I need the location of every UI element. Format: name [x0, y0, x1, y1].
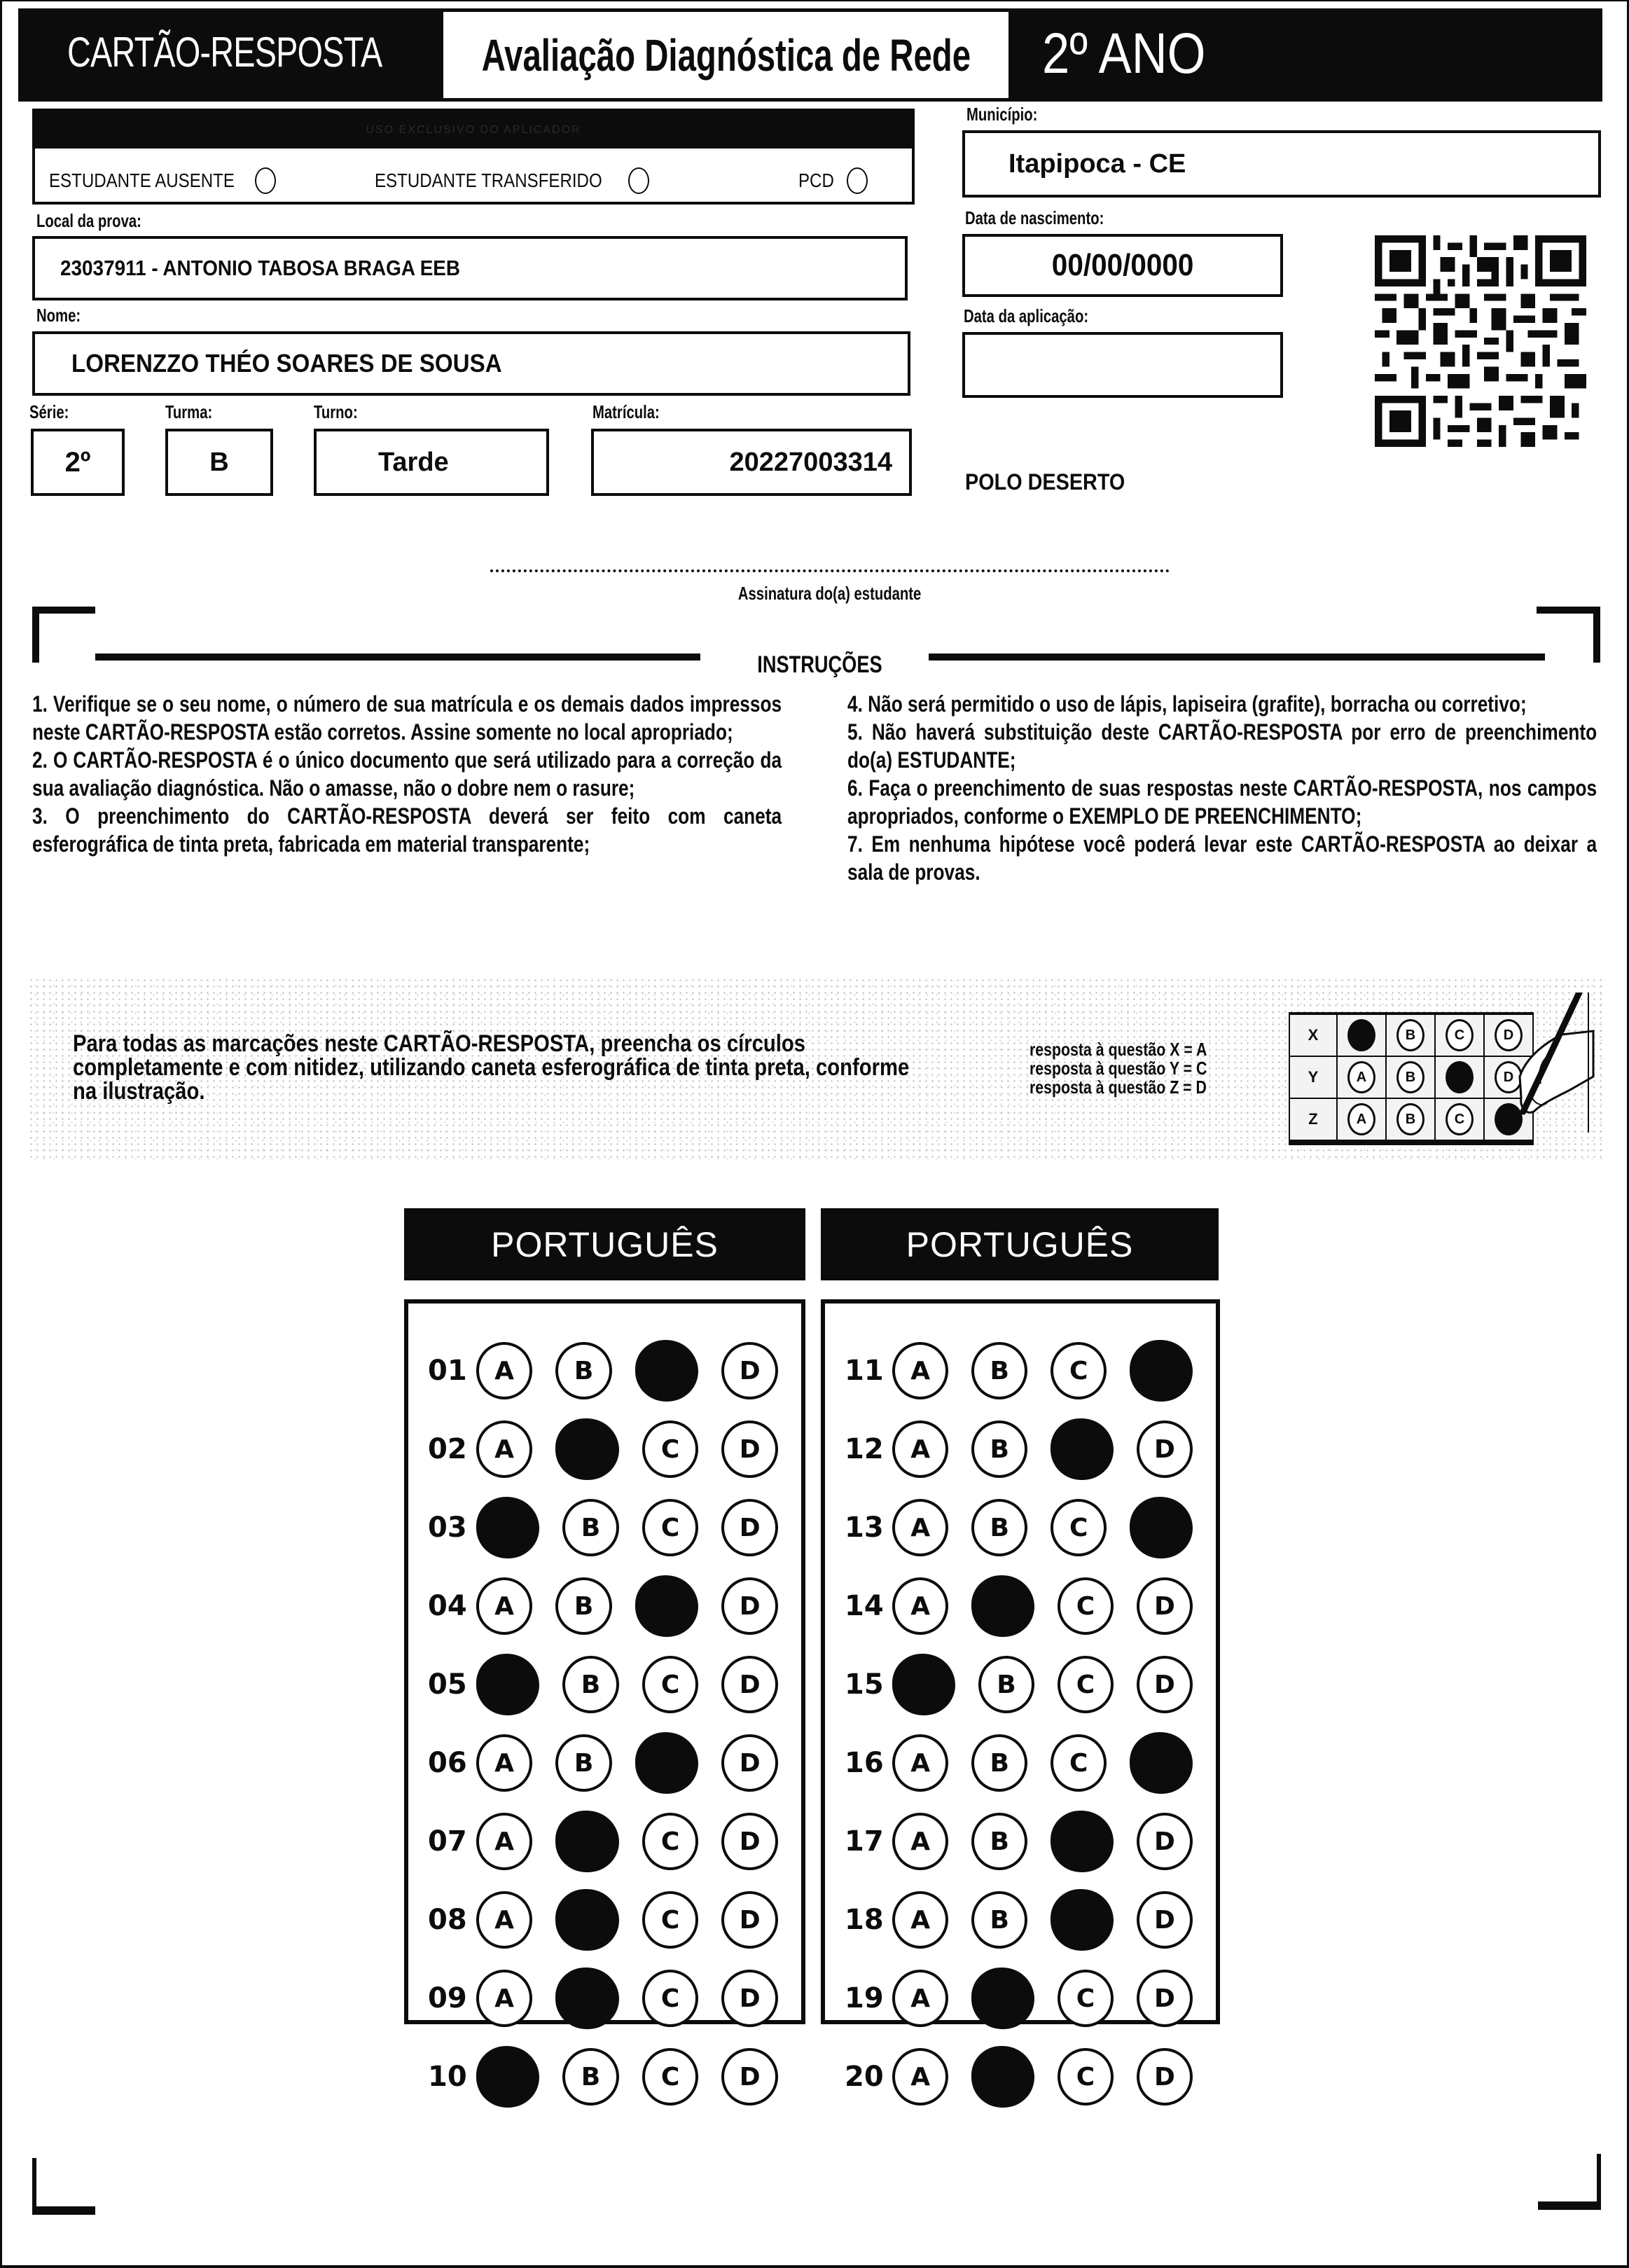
example-row-label: Y [1289, 1057, 1338, 1099]
corner-mark-bottom-left [32, 2206, 95, 2215]
answer-bubble[interactable]: B [971, 1342, 1027, 1399]
answer-bubble[interactable]: D [721, 1891, 778, 1949]
question-row [825, 1488, 1216, 1567]
answer-bubble[interactable]: A [892, 1813, 948, 1870]
instructions-title [735, 651, 903, 679]
legend-y: resposta à questão Y = C [1030, 1058, 1207, 1079]
question-row [408, 1567, 801, 1645]
question-row [825, 1332, 1216, 1410]
fill-instructions [73, 1032, 1053, 1103]
option-absent[interactable] [49, 167, 276, 194]
signature-label-text: Assinatura do(a) estudante [738, 583, 922, 604]
answer-bubble[interactable]: D [721, 1577, 778, 1635]
instructions-title-text: INSTRUÇÕES [756, 651, 882, 678]
turma-value: B [209, 447, 229, 477]
option-transferred-label: ESTUDANTE TRANSFERIDO [375, 170, 602, 191]
answer-bubble[interactable]: B [555, 1342, 612, 1399]
turno-label-text: Turno: [314, 401, 358, 422]
answer-bubble-filled[interactable] [971, 1575, 1034, 1637]
answer-bubble-filled[interactable] [1130, 1732, 1193, 1794]
signature-line[interactable] [490, 569, 1170, 572]
local-field [32, 236, 908, 300]
answer-bubble[interactable]: D [1137, 1970, 1193, 2027]
aplicacao-label [964, 305, 1123, 327]
answer-bubble[interactable]: D [1137, 1656, 1193, 1713]
answer-bubble[interactable]: D [721, 1420, 778, 1478]
nome-field [32, 331, 910, 396]
instructions-right [847, 690, 1597, 886]
answer-bubble-filled[interactable] [971, 1968, 1034, 2029]
question-row [408, 1488, 801, 1567]
turno-label [314, 401, 370, 423]
municipio-label-text: Município: [966, 104, 1038, 125]
serie-value: 2º [64, 446, 91, 478]
serie-label-text: Série: [29, 401, 69, 422]
instructions-rule-right [929, 654, 1545, 661]
turma-label-text: Turma: [165, 401, 213, 422]
answer-bubble-filled[interactable] [1051, 1418, 1114, 1480]
answer-bubble[interactable]: B [555, 1734, 612, 1792]
answer-bubble-filled[interactable] [892, 1654, 955, 1715]
qr-code-icon [1371, 235, 1590, 447]
subject-header-right-text: PORTUGUÊS [906, 1224, 1134, 1264]
answer-bubble[interactable]: B [562, 1656, 619, 1713]
card-title [67, 28, 471, 76]
answer-bubble[interactable]: D [721, 1656, 778, 1713]
local-label-text: Local da prova: [36, 210, 141, 231]
example-grid [1289, 1012, 1534, 1145]
hand-with-pen-icon [1506, 993, 1597, 1133]
example-bubble: B [1396, 1019, 1424, 1051]
answer-bubble[interactable]: C [1058, 1656, 1114, 1713]
question-number: 13 [845, 1512, 884, 1544]
question-number: 18 [845, 1904, 884, 1936]
answer-bubble-filled[interactable] [476, 1654, 539, 1715]
question-row [825, 1724, 1216, 1802]
example-bubble: B [1396, 1061, 1424, 1093]
answer-bubble[interactable]: A [892, 2048, 948, 2105]
answer-bubble[interactable]: C [642, 1499, 699, 1556]
fill-example-band [28, 977, 1604, 1159]
nascimento-field [962, 234, 1283, 297]
turma-label [165, 401, 226, 423]
fill-instructions-text: Para todas as marcações neste CARTÃO-RESPOSTA, preencha os círculos completamente e com nitidez, utilizando caneta esferográfica de tinta preta, conforme na ilustração. [73, 1030, 910, 1105]
question-row [825, 1567, 1216, 1645]
answer-bubble[interactable]: B [562, 2048, 619, 2105]
example-bubble-filled [1446, 1061, 1474, 1093]
answer-bubble[interactable]: A [476, 1342, 533, 1399]
nascimento-value: 00/00/0000 [1051, 248, 1194, 282]
question-row [408, 1881, 801, 1959]
answer-bubble[interactable]: A [892, 1970, 948, 2027]
question-row [408, 1802, 801, 1881]
serie-field [31, 429, 125, 496]
answer-bubble[interactable]: A [476, 1813, 533, 1870]
instruction-1: 1. Verifique se o seu nome, o número de sua matrícula e os demais dados impressos neste CARTÃO-RESPOSTA estão corretos. Assine somente no local apropriado; [32, 691, 782, 745]
example-bubble: A [1347, 1103, 1375, 1135]
example-bubble: A [1347, 1061, 1375, 1093]
matricula-field [591, 429, 912, 496]
question-row [825, 1881, 1216, 1959]
question-row [408, 1645, 801, 1724]
answer-bubble[interactable]: B [971, 1813, 1027, 1870]
question-number: 06 [428, 1747, 467, 1779]
nome-value: LORENZZO THÉO SOARES DE SOUSA [71, 349, 502, 378]
subject-header-right [821, 1208, 1219, 1280]
municipio-field [962, 130, 1601, 198]
instructions-rule-left [95, 654, 700, 661]
answer-bubble[interactable]: D [721, 1499, 778, 1556]
answer-bubble[interactable]: D [1137, 1891, 1193, 1949]
turma-field [165, 429, 273, 496]
answer-bubble[interactable]: C [1051, 1499, 1107, 1556]
turno-field [314, 429, 549, 496]
question-row [408, 1959, 801, 2038]
exam-title: Avaliação Diagnóstica de Rede [481, 29, 971, 81]
answer-bubble[interactable]: C [642, 2048, 699, 2105]
answer-bubble[interactable]: C [642, 1891, 699, 1949]
matricula-label-text: Matrícula: [592, 401, 660, 422]
corner-mark-bottom-right [1538, 2201, 1601, 2210]
answer-bubble[interactable]: D [721, 1970, 778, 2027]
question-number: 14 [845, 1590, 884, 1622]
answer-bubble[interactable]: B [562, 1499, 619, 1556]
question-number: 17 [845, 1825, 884, 1858]
answer-panel-left [404, 1299, 805, 2093]
answer-bubble-filled[interactable] [555, 1968, 618, 2029]
signature-label [595, 583, 1065, 604]
question-number: 11 [845, 1355, 884, 1387]
nascimento-label-text: Data de nascimento: [965, 207, 1104, 228]
question-row [408, 1410, 801, 1488]
radio-absent[interactable] [255, 167, 276, 194]
legend-x: resposta à questão X = A [1030, 1039, 1207, 1060]
answer-bubble[interactable]: B [971, 1734, 1027, 1792]
answer-bubble[interactable]: C [1058, 1970, 1114, 2027]
answer-bubble[interactable]: D [1137, 1813, 1193, 1870]
answer-bubble[interactable]: A [892, 1891, 948, 1949]
question-number: 01 [428, 1355, 467, 1387]
nascimento-label [965, 207, 1143, 229]
answer-bubble[interactable]: A [476, 1420, 533, 1478]
question-number: 07 [428, 1825, 467, 1858]
answer-bubble[interactable]: C [642, 1656, 699, 1713]
radio-transferred[interactable] [628, 167, 649, 194]
answer-bubble[interactable]: C [642, 1420, 699, 1478]
answer-bubble-filled[interactable] [971, 2046, 1034, 2108]
answer-bubble[interactable]: A [892, 1577, 948, 1635]
answer-bubble[interactable]: B [978, 1656, 1034, 1713]
question-number: 15 [845, 1668, 884, 1701]
applicator-box [32, 109, 915, 205]
answer-bubble-filled[interactable] [1051, 1889, 1114, 1951]
question-row [825, 2038, 1216, 2116]
answer-bubble-filled[interactable] [555, 1889, 618, 1951]
answer-bubble-filled[interactable] [1051, 1811, 1114, 1872]
question-number: 10 [428, 2061, 467, 2093]
grade-title [1042, 21, 1233, 87]
question-number: 04 [428, 1590, 467, 1622]
answer-bubble-filled[interactable] [555, 1811, 618, 1872]
instruction-5: 5. Não haverá substituição deste CARTÃO-RESPOSTA por erro de preenchimento do(a) ESTUDANTE; [847, 719, 1597, 773]
example-legend [1030, 1040, 1246, 1097]
serie-label [29, 401, 80, 423]
question-row [825, 1410, 1216, 1488]
answer-bubble[interactable]: B [971, 1420, 1027, 1478]
example-bubble-filled [1347, 1019, 1375, 1051]
local-label [36, 210, 171, 232]
answer-bubble-filled[interactable] [635, 1575, 698, 1637]
answer-bubble-filled[interactable] [555, 1418, 618, 1480]
exam-title-box [443, 12, 1008, 98]
local-value: 23037911 - ANTONIO TABOSA BRAGA EEB [60, 256, 461, 280]
question-number: 20 [845, 2061, 884, 2093]
instruction-4: 4. Não será permitido o uso de lápis, lapiseira (grafite), borracha ou corretivo; [847, 691, 1527, 717]
answer-bubble[interactable]: A [476, 1577, 533, 1635]
instruction-3: 3. O preenchimento do CARTÃO-RESPOSTA deverá ser feito com caneta esferográfica de tinta preta, fabricada em material transparente; [32, 803, 782, 857]
example-bubble: D [1495, 1061, 1523, 1093]
answer-bubble[interactable]: D [1137, 1420, 1193, 1478]
answer-bubble[interactable]: B [971, 1499, 1027, 1556]
answer-bubble-filled[interactable] [635, 1732, 698, 1794]
answer-bubble[interactable]: B [971, 1891, 1027, 1949]
answer-bubble[interactable]: C [1051, 1342, 1107, 1399]
instructions-left [32, 690, 782, 858]
nome-label-text: Nome: [36, 305, 81, 326]
option-pcd-label: PCD [798, 170, 834, 191]
answer-bubble[interactable]: D [721, 1342, 778, 1399]
example-bubble: C [1446, 1103, 1474, 1135]
answer-bubble-filled[interactable] [476, 1497, 539, 1558]
answer-bubble[interactable]: D [1137, 1577, 1193, 1635]
answer-bubble[interactable]: D [721, 2048, 778, 2105]
municipio-value: Itapipoca - CE [1008, 148, 1186, 179]
answer-bubble[interactable]: B [555, 1577, 612, 1635]
answer-bubble[interactable]: A [476, 1970, 533, 2027]
answer-bubble-filled[interactable] [1130, 1340, 1193, 1402]
answer-bubble-filled[interactable] [476, 2046, 539, 2108]
answer-bubble[interactable]: D [1137, 2048, 1193, 2105]
instruction-7: 7. Em nenhuma hipótese você poderá levar este CARTÃO-RESPOSTA ao deixar a sala de provas. [847, 831, 1597, 885]
question-row [408, 2038, 801, 2116]
corner-mark-top-left [32, 607, 95, 614]
answer-bubble[interactable]: A [892, 1499, 948, 1556]
question-row [408, 1332, 801, 1410]
corner-mark-top-left-v [32, 607, 39, 663]
answer-panel-right [821, 1299, 1220, 2093]
answer-bubble[interactable]: A [476, 1734, 533, 1792]
question-row [825, 1645, 1216, 1724]
answer-bubble[interactable]: C [1058, 2048, 1114, 2105]
radio-pcd[interactable] [847, 167, 868, 194]
polo-text: POLO DESERTO [965, 469, 1125, 495]
header-bar [18, 8, 1602, 102]
card-title-text: CARTÃO-RESPOSTA [67, 29, 382, 76]
question-number: 08 [428, 1904, 467, 1936]
corner-mark-bottom-left-v [32, 2158, 36, 2214]
question-number: 19 [845, 1982, 884, 2014]
answer-bubble[interactable]: C [642, 1970, 699, 2027]
example-bubble: B [1396, 1103, 1424, 1135]
example-row-label: Z [1289, 1099, 1338, 1141]
answer-bubble[interactable]: C [1058, 1577, 1114, 1635]
aplicacao-label-text: Data da aplicação: [964, 305, 1089, 326]
question-number: 12 [845, 1433, 884, 1465]
answer-bubble[interactable]: C [1051, 1734, 1107, 1792]
answer-bubble[interactable]: D [721, 1734, 778, 1792]
aplicacao-field [962, 332, 1283, 398]
answer-bubble[interactable]: A [892, 1734, 948, 1792]
question-number: 03 [428, 1512, 467, 1544]
answer-bubble[interactable]: A [892, 1420, 948, 1478]
answer-bubble-filled[interactable] [1130, 1497, 1193, 1558]
subject-header-left [404, 1208, 805, 1280]
answer-bubble-filled[interactable] [635, 1340, 698, 1402]
grade-title-text: 2º ANO [1042, 22, 1206, 85]
example-bubble: D [1495, 1019, 1523, 1051]
answer-bubble[interactable]: A [476, 1891, 533, 1949]
answer-bubble[interactable]: A [892, 1342, 948, 1399]
legend-z: resposta à questão Z = D [1030, 1077, 1207, 1098]
answer-bubble[interactable]: D [721, 1813, 778, 1870]
municipio-label [966, 104, 1058, 125]
question-row [825, 1802, 1216, 1881]
polo-label [965, 469, 1143, 495]
matricula-value: 20227003314 [729, 447, 892, 477]
example-bubble: C [1446, 1019, 1474, 1051]
instruction-2: 2. O CARTÃO-RESPOSTA é o único documento que será utilizado para a correção da sua avaliação diagnóstica. Não o amasse, não o dobre nem o rasure; [32, 747, 782, 801]
question-number: 09 [428, 1982, 467, 2014]
corner-mark-top-right [1537, 607, 1600, 614]
applicator-box-title: USO EXCLUSIVO DO APLICADOR [35, 111, 912, 148]
option-pcd[interactable] [798, 167, 868, 194]
matricula-label [592, 401, 679, 423]
nome-label [36, 305, 93, 326]
turno-value: Tarde [378, 447, 449, 477]
option-absent-label: ESTUDANTE AUSENTE [49, 170, 235, 191]
question-number: 05 [428, 1668, 467, 1701]
option-transferred[interactable] [375, 167, 649, 194]
example-row-label: X [1289, 1015, 1338, 1057]
subject-header-left-text: PORTUGUÊS [491, 1224, 719, 1264]
answer-bubble[interactable]: C [642, 1813, 699, 1870]
question-row [408, 1724, 801, 1802]
question-number: 16 [845, 1747, 884, 1779]
question-row [825, 1959, 1216, 2038]
instruction-6: 6. Faça o preenchimento de suas respostas neste CARTÃO-RESPOSTA, nos campos apropriados, conforme o EXEMPLO DE PREENCHIMENTO; [847, 775, 1597, 829]
corner-mark-top-right-v [1593, 607, 1600, 663]
question-number: 02 [428, 1433, 467, 1465]
